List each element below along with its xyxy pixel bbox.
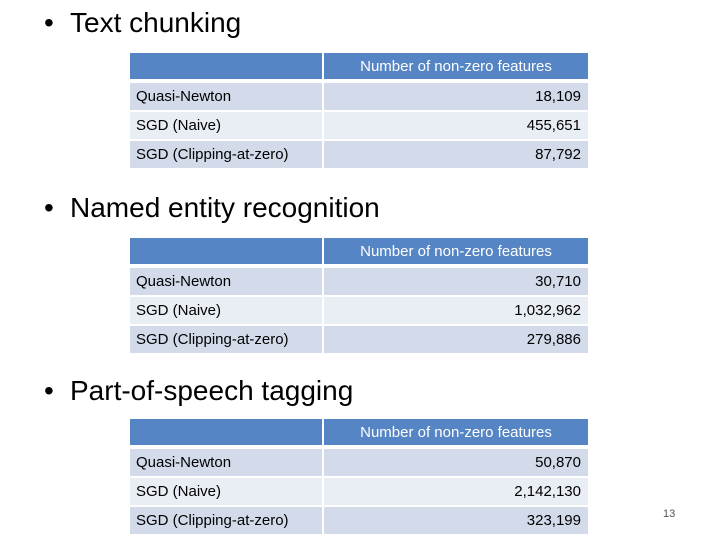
bullet-icon: •	[44, 375, 54, 406]
table-text-chunking	[130, 51, 588, 170]
table-header-row	[130, 419, 588, 447]
feature-count: 87,792	[324, 141, 588, 168]
method-name: SGD (Clipping-at-zero)	[130, 507, 324, 534]
table-row	[130, 478, 588, 505]
section-heading-named-entity-recognition: • Named entity recognition	[44, 192, 380, 223]
feature-count: 18,109	[324, 83, 588, 110]
feature-count: 323,199	[324, 507, 588, 534]
method-name: Quasi-Newton	[130, 449, 324, 476]
column-header: Number of non-zero features	[324, 419, 588, 447]
table-row	[130, 268, 588, 295]
header-blank-cell	[130, 238, 324, 266]
column-header: Number of non-zero features	[324, 53, 588, 81]
section-heading-part-of-speech-tagging: • Part-of-speech tagging	[44, 375, 354, 406]
feature-count: 30,710	[324, 268, 588, 295]
method-name: SGD (Clipping-at-zero)	[130, 141, 324, 168]
table-part-of-speech-tagging	[130, 417, 588, 536]
table-named-entity-recognition	[130, 236, 588, 355]
feature-count: 50,870	[324, 449, 588, 476]
bullet-icon: •	[44, 192, 54, 223]
feature-count: 2,142,130	[324, 478, 588, 505]
table-row	[130, 449, 588, 476]
feature-count: 455,651	[324, 112, 588, 139]
table-row	[130, 326, 588, 353]
header-blank-cell	[130, 53, 324, 81]
method-name: SGD (Naive)	[130, 112, 324, 139]
page-number: 13	[663, 508, 676, 520]
method-name: Quasi-Newton	[130, 268, 324, 295]
table-row	[130, 83, 588, 110]
section-heading-text-chunking: • Text chunking	[44, 7, 242, 38]
bullet-icon: •	[44, 7, 54, 38]
table-header-row	[130, 53, 588, 81]
table-row	[130, 112, 588, 139]
feature-count: 279,886	[324, 326, 588, 353]
table-row	[130, 141, 588, 168]
method-name: SGD (Clipping-at-zero)	[130, 326, 324, 353]
table-row	[130, 507, 588, 534]
table-header-row	[130, 238, 588, 266]
method-name: Quasi-Newton	[130, 83, 324, 110]
table-row	[130, 297, 588, 324]
method-name: SGD (Naive)	[130, 478, 324, 505]
column-header: Number of non-zero features	[324, 238, 588, 266]
header-blank-cell	[130, 419, 324, 447]
feature-count: 1,032,962	[324, 297, 588, 324]
method-name: SGD (Naive)	[130, 297, 324, 324]
